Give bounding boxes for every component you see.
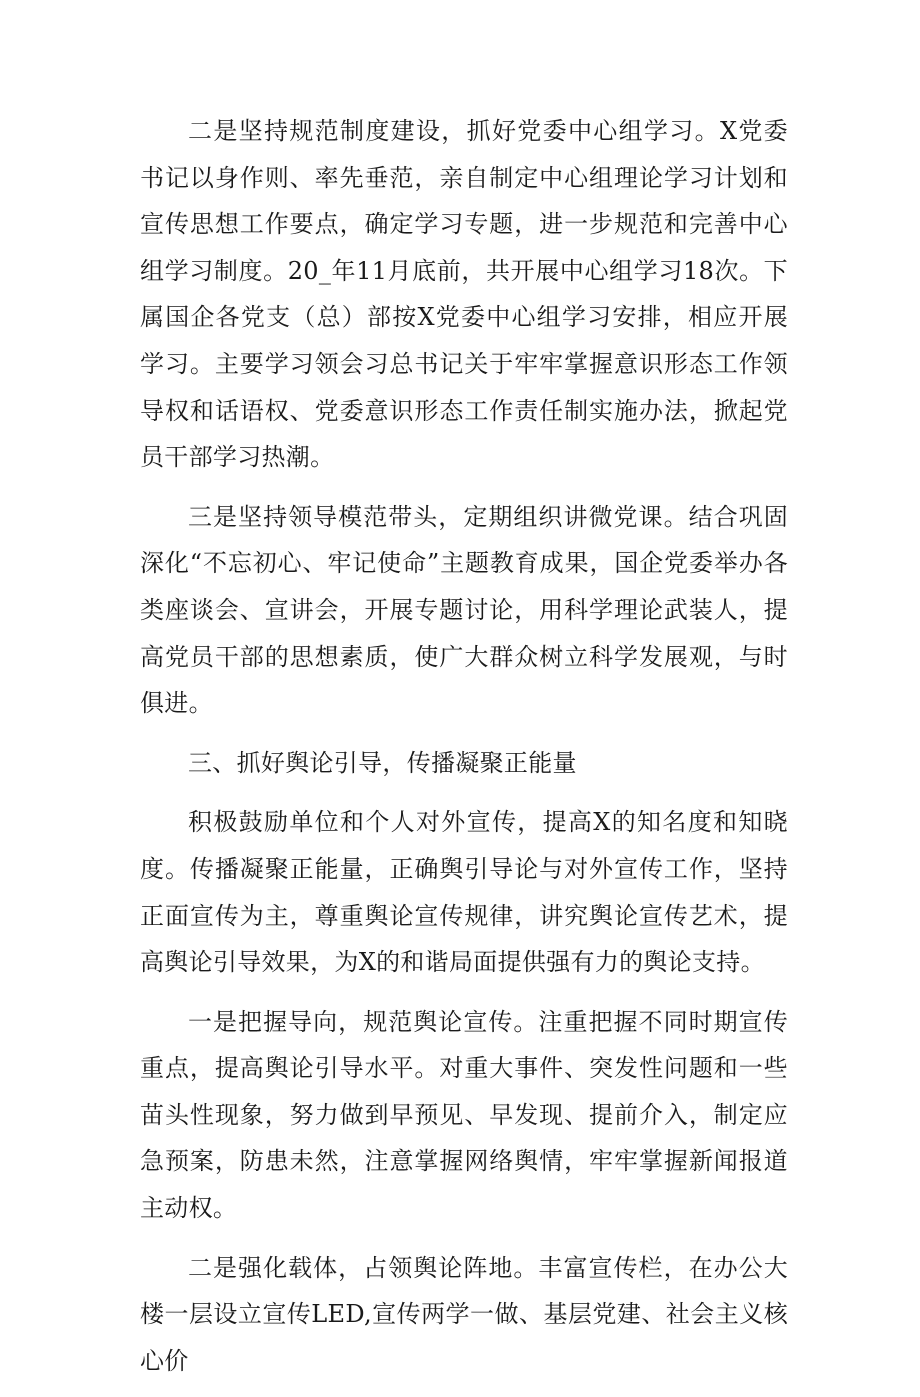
paragraph-external-publicity: 积极鼓励单位和个人对外宣传，提高X的知名度和知晓度。传播凝聚正能量，正确舆引导论与对外宣传工作，坚持正面宣传为主，尊重舆论宣传规律，讲究舆论宣传艺术，提高舆论引导效果，为X的和谐局面提供强有力的舆论支持。 <box>140 808 788 977</box>
paragraph-guidance: 一是把握导向，规范舆论宣传。注重把握不同时期宣传重点，提高舆论引导水平。对重大事件、突发性问题和一些苗头性现象，努力做到早预见、早发现、提前介入，制定应急预案，防患未然，注意掌握网络舆情，牢牢掌握新闻报道主动权。 <box>140 1007 788 1223</box>
paragraph-central-group-study: 二是坚持规范制度建设，抓好党委中心组学习。X党委书记以身作则、率先垂范，亲自制定中心组理论学习计划和宣传思想工作要点，确定学习专题，进一步规范和完善中心组学习制度。20_年11月底前，共开展中心组学习18次。下属国企各党支（总）部按X党委中心组学习安排，相应开展学习。主要学习领会习总书记关于牢牢掌握意识形态工作领导权和话语权、党委意识形态工作责任制实施办法，掀起党员干部学习热潮。 <box>140 117 788 472</box>
document-body <box>140 108 788 1397</box>
paragraph-carrier: 二是强化载体，占领舆论阵地。丰富宣传栏，在办公大楼一层设立宣传LED,宣传两学一做、基层党建、社会主义核心价 <box>140 1253 788 1375</box>
paragraph-party-lecture: 三是坚持领导模范带头，定期组织讲微党课。结合巩固深化“不忘初心、牢记使命”主题教育成果，国企党委举办各类座谈会、宣讲会，开展专题讨论，用科学理论武装人，提高党员干部的思想素质，使广大群众树立科学发展观，与时俱进。 <box>140 502 788 718</box>
section-heading-public-opinion: 三、抓好舆论引导，传播凝聚正能量 <box>188 748 577 777</box>
